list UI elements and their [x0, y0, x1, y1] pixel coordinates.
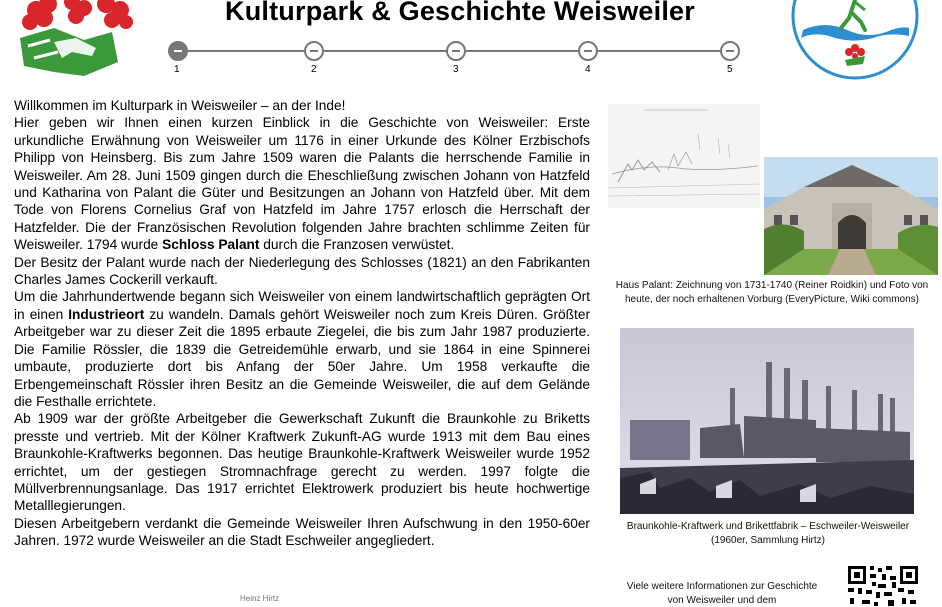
step-label-5: 5: [727, 64, 733, 75]
kulturpark-logo: [14, 0, 144, 84]
text-run: Um die Jahrhundertwende begann sich Weisweiler von einem landwirtschaftlich geprägten Ort in einen: [14, 289, 590, 322]
step-3[interactable]: [446, 41, 466, 61]
palant-gate-photo: [764, 157, 938, 275]
step-5[interactable]: [720, 41, 740, 61]
handshake-icon: [20, 28, 118, 76]
step-label-1: 1: [174, 64, 180, 75]
paragraph-cockerill: Der Besitz der Palant wurde nach der Niederlegung des Schlosses (1821) an den Fabrikanten Charles James Cockerill verkauft.: [14, 254, 590, 288]
page-title: Kulturpark & Geschichte Weisweiler: [225, 0, 695, 26]
palant-sketch-image: [608, 104, 760, 208]
weisweiler-round-logo: [785, 0, 925, 84]
footer-partial-text: Heinz Hirtz: [240, 594, 280, 603]
progress-stepper: [160, 34, 750, 80]
step-label-4: 4: [585, 64, 591, 75]
text-run: Hier geben wir Ihnen einen kurzen Einblick in die Geschichte von Weisweiler: Erste urkundliche Erwähnung von Weisweiler um 1176 in einer Urkunde des Kölner Erzbischofs Philipp von Heinsberg. Bis zum Jahre 1509 waren die Palants die herrschende Familie in Weisweiler. Am 28. Juni 1509 gingen durch die Eheschließung zwischen Johann von Hatzfeld und Katharina von Palant die Güter und Besitzungen an Johann von Hatzfeld über. Mit dem Tode von Florens Cornelius Graf von Hatzfeld im Jahre 1757 erlosch die Herrschaft der Hatzfelder. Die der Französischen Revolution folgenden Jahre brachten schlimme Zeiten für Weisweiler. 1794 wurde: [14, 115, 590, 253]
paragraph-industry: [14, 288, 590, 410]
paragraph-aufschwung: Diesen Arbeitgebern verdankt die Gemeinde Weisweiler Ihren Aufschwung in den 1950-60er Jahren. 1972 wurde Weisweiler an die Stadt Eschweiler angegliedert.: [14, 515, 590, 549]
history-text: [14, 97, 590, 550]
kraftwerk-photo: [620, 328, 914, 514]
qr-code[interactable]: [848, 566, 918, 606]
red-flower-icon: [22, 0, 133, 30]
caption-palant: Haus Palant: Zeichnung von 1731-1740 (Reiner Roidkin) und Foto von heute, der noch erhaltenen Vorburg (EveryPicture, Wiki commons): [615, 280, 929, 305]
caption-kraftwerk: Braunkohle-Kraftwerk und Brikettfabrik – Eschweiler-Weisweiler (1960er, Sammlung Hirtz): [626, 521, 910, 546]
bold-schloss-palant: Schloss Palant: [162, 237, 260, 253]
step-4[interactable]: [578, 41, 598, 61]
text-run: durch die Franzosen verwüstet.: [259, 237, 455, 253]
text-run: zu wandeln. Damals gehört Weisweiler noch zum Kreis Düren. Größter Arbeitgeber war zu dieser Zeit die 1895 erbaute Ziegelei, die bis zum Jahr 1987 produzierte. Die Familie Rössler, die 1839 die Getreidemühle erwarb, und sie 1864 in eine Spinnerei umbaute, produzierte dort bis Anfang der 50er Jahre. Um 1958 verkaufte die Erbengemeinschaft Rössler ihren Besitz an die Gemeinde Weisweiler, die auf dem Gelände die Festhalle errichtete.: [14, 306, 591, 409]
bold-industrieort: Industrieort: [68, 306, 145, 322]
paragraph-history: [14, 114, 590, 253]
step-label-3: 3: [453, 64, 459, 75]
welcome-line: Willkommen im Kulturpark in Weisweiler – an der Inde!: [14, 98, 346, 113]
more-info-text: Viele weitere Informationen zur Geschichte von Weisweiler und dem: [626, 581, 818, 606]
step-1[interactable]: [168, 41, 188, 61]
step-2[interactable]: [304, 41, 324, 61]
paragraph-braunkohle: Ab 1909 war der größte Arbeitgeber die Gewerkschaft Zukunft die Braunkohle zu Briketts presste und vertrieb. Mit der Kölner Kraftwerk Zukunft-AG wurde 1913 mit dem Bau eines Braunkohle-Kraftwerks begonnen. Das heutige Braunkohle-Kraftwerk Weisweiler wurde 1952 errichtet, um der gestiegen Stromnachfrage gerecht zu werden. 1997 folgte die Müllverbrennungsanlage. Das 1917 errichtet Elektrowerk produziert bis heute hochwertige Metalllegierungen.: [14, 411, 590, 514]
step-label-2: 2: [311, 64, 317, 75]
